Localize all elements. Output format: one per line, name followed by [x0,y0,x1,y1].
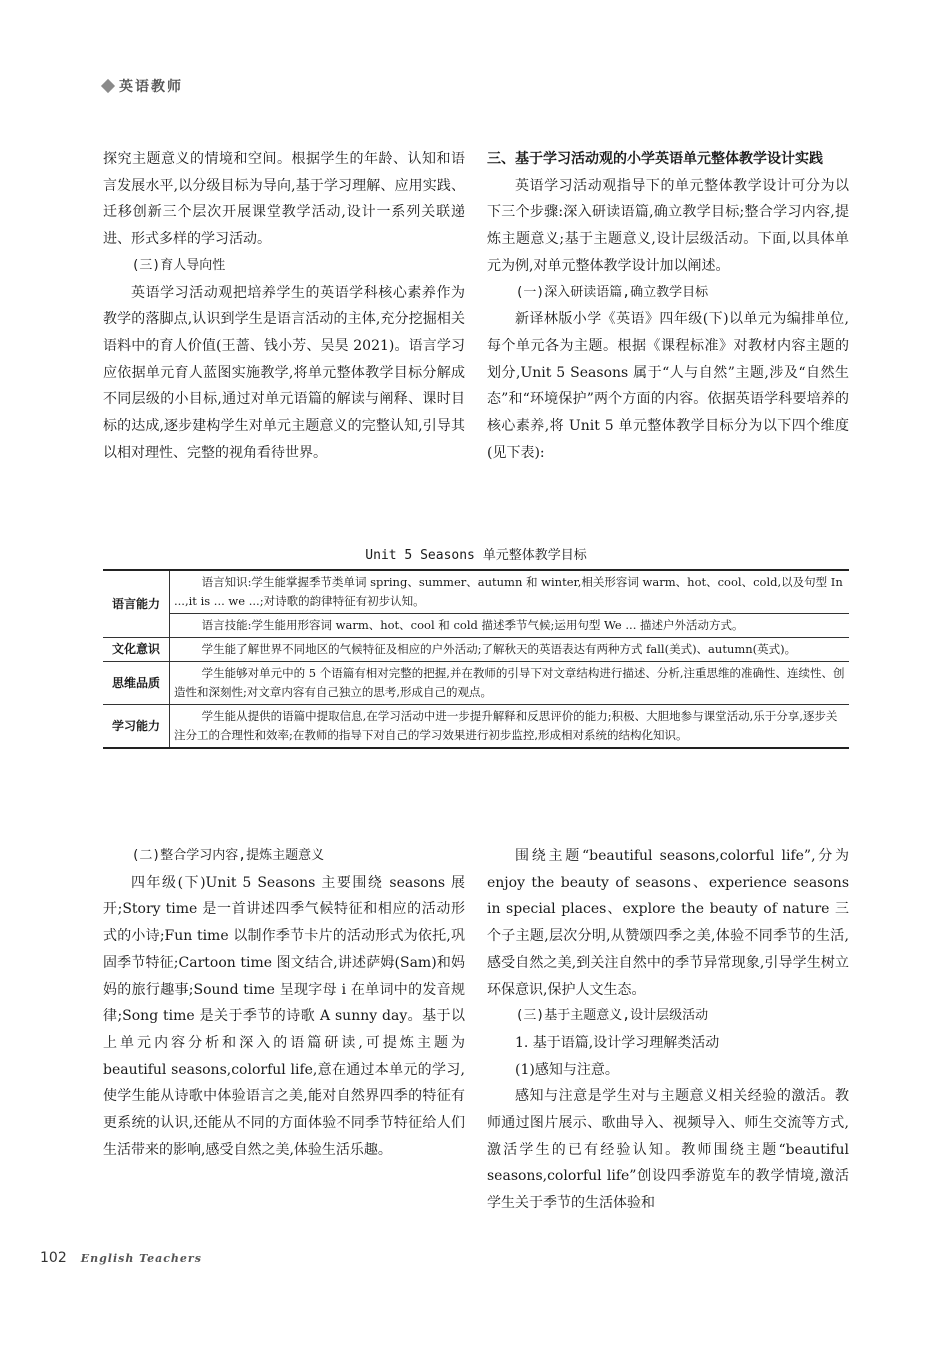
right-column-top [487,146,849,466]
subsection-heading: (三)育人导向性 [131,257,226,273]
paragraph: 探究主题意义的情境和空间。根据学生的年龄、认知和语言发展水平,以分级目标为导向,基于学习理解、应用实践、迁移创新三个层次开展课堂教学活动,设计一系列关联递进、形式多样的学习活动。 [103,151,465,248]
running-header [103,76,183,96]
table-row [103,662,849,705]
diamond-icon [101,79,115,93]
goal-description: 学生能了解世界不同地区的气候特征及相应的户外活动;了解秋天的英语表达有两种方式 fall(美式)、autumn(英式)。 [170,638,850,662]
subsection-heading: (一)深入研读语篇,确立教学目标 [515,284,709,300]
section-heading: 三、基于学习活动观的小学英语单元整体教学设计实践 [487,151,823,167]
dimension-label: 语言能力 [103,570,170,638]
subsection-heading: (二)整合学习内容,提炼主题意义 [131,848,325,863]
page-footer [40,1250,202,1266]
table-row [103,705,849,749]
dimension-label: 学习能力 [103,705,170,749]
dimension-label: 思维品质 [103,662,170,705]
page-number: 102 [40,1250,67,1266]
paragraph: 围绕主题“beautiful seasons,colorful life”,分为 enjoy the beauty of seasons、experience seasons in special places、explore the beauty of nature 三个子主题,层次分明,从赞颂四季之美,体验不同季节的生活,感受自然之美,到关注自然中的季节异常现象,引导学生树立环保意识,保护人文生态。 [487,848,849,998]
left-column-top [103,146,465,466]
goal-description: 语言知识:学生能掌握季节类单词 spring、summer、autumn 和 winter,相关形容词 warm、hot、cool、cold,以及句型 In ...,it is ... we ...;对诗歌的韵律特征有初步认知。 [170,570,850,614]
table-row [103,614,849,638]
dimension-label: 文化意识 [103,638,170,662]
left-column-bottom [103,843,465,1163]
list-item: 1. 基于语篇,设计学习理解类活动 [515,1034,720,1051]
paragraph: 英语学习活动观指导下的单元整体教学设计可分为以下三个步骤:深入研读语篇,确立教学目标;整合学习内容,提炼主题意义;基于主题意义,设计层级活动。下面,以具体单元为例,对单元整体教学设计加以阐述。 [487,177,849,274]
goal-description: 学生能够对单元中的 5 个语篇有相对完整的把握,并在教师的引导下对文章结构进行描述、分析,注重思维的准确性、连续性、创造性和深刻性;对文章内容有自己独立的思考,形成自己的观点。 [170,662,850,705]
table-caption: Unit 5 Seasons 单元整体教学目标 [365,548,587,563]
goal-description: 学生能从提供的语篇中提取信息,在学习活动中进一步提升解释和反思评价的能力;积极、大胆地参与课堂活动,乐于分享,逐步关注分工的合理性和效率;在教师的指导下对自己的学习效果进行初步监控,形成相对系统的结构化知识。 [170,705,850,749]
paragraph: 新译林版小学《英语》四年级(下)以单元为编排单位,每个单元各为主题。根据《课程标准》对教材内容主题的划分,Unit 5 Seasons 属于“人与自然”主题,涉及“自然生态”和“环境保护”两个方面的内容。依据英语学科要培养的核心素养,将 Unit 5 单元整体教学目标分为以下四个维度(见下表): [487,311,849,461]
list-item: (1)感知与注意。 [515,1061,619,1078]
goal-description: 语言技能:学生能用形容词 warm、hot、cool 和 cold 描述季节气候;运用句型 We ... 描述户外活动方式。 [170,614,850,638]
subsection-heading: (三)基于主题意义,设计层级活动 [515,1008,709,1024]
goals-table [103,569,849,749]
table-row [103,638,849,662]
journal-name: 英语教师 [119,79,183,95]
paragraph: 感知与注意是学生对与主题意义相关经验的激活。教师通过图片展示、歌曲导入、视频导入、师生交流等方式,激活学生的已有经验认知。教师围绕主题“beautiful seasons,colorful life”创设四季游览车的教学情境,激活学生关于季节的生活体验和 [487,1088,849,1212]
table-row [103,570,849,614]
footer-journal-name: English Teachers [80,1252,202,1265]
right-column-bottom [487,843,849,1217]
paragraph: 四年级(下)Unit 5 Seasons 主要围绕 seasons 展开;Story time 是一首讲述四季气候特征和相应的活动形式的小诗;Fun time 以制作季节卡片的活动形式为依托,巩固季节特征;Cartoon time 图文结合,讲述萨姆(Sam)和妈妈的旅行趣事;Sound time 呈现字母 i 在单词中的发音规律;Song time 是关于季节的诗歌 A sunny day。基于以上单元内容分析和深入的语篇研读,可提炼主题为 beautiful seasons,colorful life,意在通过本单元的学习,使学生能从诗歌中体验语言之美,能对自然界四季的特征有更系统的认识,还能从不同的方面体验不同季节特征给人们生活带来的影响,感受自然之美,体验生活乐趣。 [103,874,465,1158]
paragraph: 英语学习活动观把培养学生的英语学科核心素养作为教学的落脚点,认识到学生是语言活动的主体,充分挖掘相关语料中的育人价值(王蔷、钱小芳、吴昊 2021)。语言学习应依据单元育人蓝图实施教学,将单元整体教学目标分解成不同层级的小目标,通过对单元语篇的解读与阐释、课时目标的达成,逐步建构学生对单元主题意义的完整认知,引导其以相对理性、完整的视角看待世界。 [103,284,465,461]
